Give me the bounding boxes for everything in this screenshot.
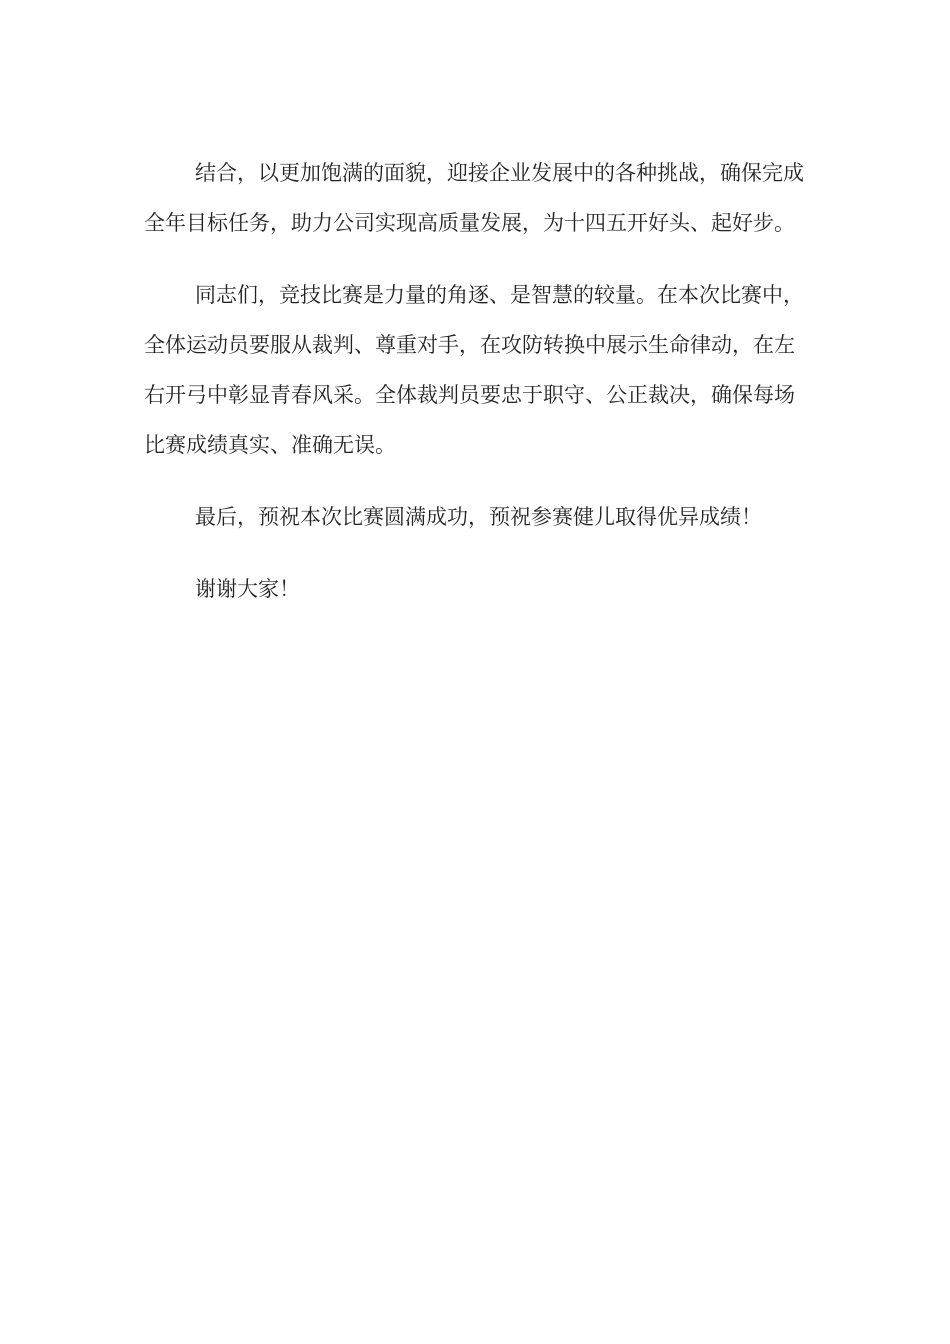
paragraph-thanks: 谢谢大家！ [195,577,300,601]
paragraph-closing-goals: 结合，以更加饱满的面貌，迎接企业发展中的各种挑战，确保完成全年目标任务，助力公司实现高质量发展，为十四五开好头、起好步。 [144,161,804,235]
paragraph-wishes: 最后，预祝本次比赛圆满成功，预祝参赛健儿取得优异成绩！ [195,505,762,529]
document-body [144,148,806,614]
paragraph-competition: 同志们，竞技比赛是力量的角逐、是智慧的较量。在本次比赛中，全体运动员要服从裁判、尊重对手，在攻防转换中展示生命律动，在左右开弓中彰显青春风采。全体裁判员要忠于职守、公正裁决，确保每场比赛成绩真实、准确无误。 [144,283,804,457]
